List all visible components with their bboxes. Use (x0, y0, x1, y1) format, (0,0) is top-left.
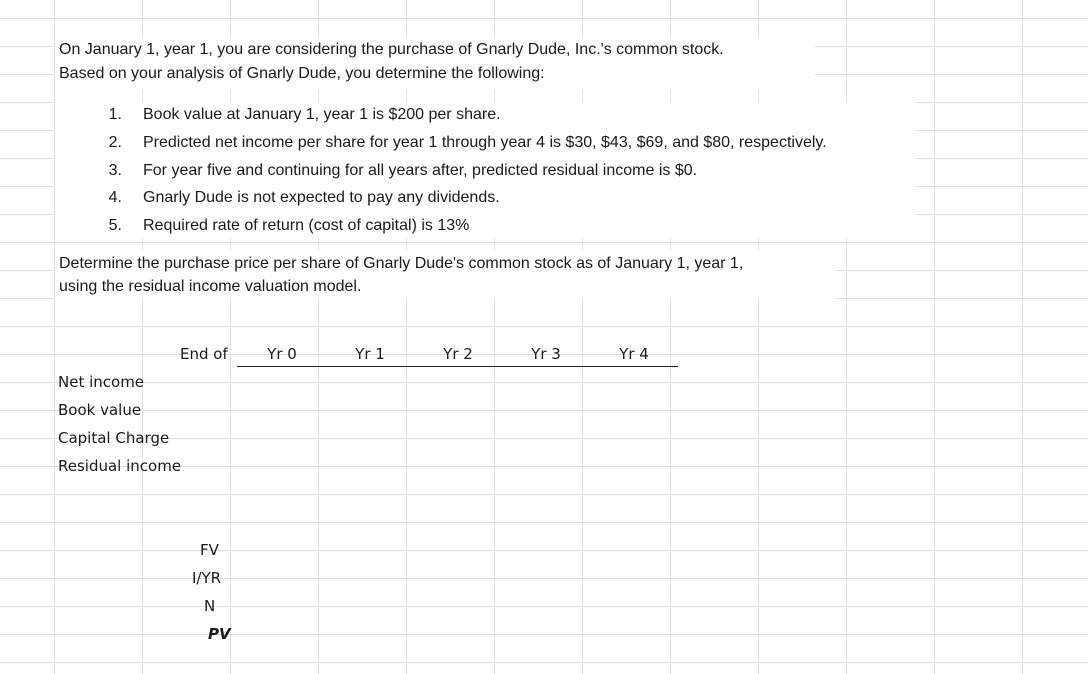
column-header-yr3: Yr 3 (531, 345, 561, 363)
row-label-book-value: Book value (58, 401, 142, 419)
tvm-label-n: N (204, 597, 216, 615)
item-3-text: For year five and continuing for all years after, predicted residual income is $0. (143, 162, 698, 179)
tvm-label-iyr: I/YR (192, 569, 222, 587)
row-label-residual-income: Residual income (58, 457, 182, 475)
item-4-text: Gnarly Dude is not expected to pay any dividends. (143, 189, 500, 206)
question-line-2: using the residual income valuation model. (59, 278, 362, 295)
item-3-number: 3. (108, 162, 122, 179)
tvm-label-fv: FV (200, 541, 219, 559)
row-label-capital-charge: Capital Charge (58, 429, 170, 447)
item-2-number: 2. (108, 134, 122, 151)
item-4-number: 4. (108, 189, 122, 206)
item-2-text: Predicted net income per share for year 1 through year 4 is $30, $43, $69, and $80, respectively. (143, 134, 827, 151)
column-header-yr1: Yr 1 (355, 345, 385, 363)
column-header-yr4: Yr 4 (619, 345, 649, 363)
intro-line-1: On January 1, year 1, you are considering the purchase of Gnarly Dude, Inc.'s common stock. (59, 41, 724, 58)
item-1-text: Book value at January 1, year 1 is $200 per share. (143, 106, 501, 123)
question-line-1: Determine the purchase price per share of Gnarly Dude's common stock as of January 1, year 1, (59, 255, 744, 272)
tvm-label-pv: PV (208, 625, 231, 643)
intro-line-2: Based on your analysis of Gnarly Dude, you determine the following: (59, 65, 545, 82)
column-header-yr2: Yr 2 (443, 345, 473, 363)
row-label-net-income: Net income (58, 373, 145, 391)
item-5-number: 5. (108, 217, 122, 234)
end-of-label: End of (180, 345, 228, 363)
item-5-text: Required rate of return (cost of capital) is 13% (143, 217, 470, 234)
header-underline (237, 366, 678, 367)
column-header-yr0: Yr 0 (267, 345, 297, 363)
item-1-number: 1. (108, 106, 122, 123)
